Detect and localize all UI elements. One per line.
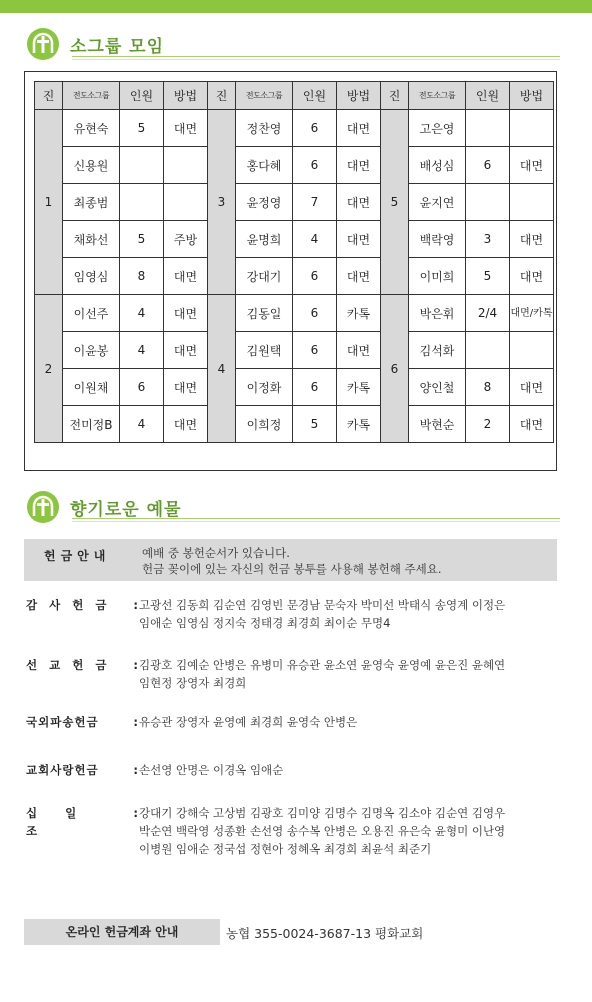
- member-name: 전미정B: [63, 406, 120, 443]
- member-count: [120, 184, 164, 221]
- group-number: 6: [381, 295, 409, 443]
- meeting-method: 대면: [510, 369, 554, 406]
- section-divider: [72, 56, 560, 57]
- header-cell: 방법: [337, 82, 381, 110]
- member-count: 7: [293, 184, 337, 221]
- meeting-method: 대면/카톡: [510, 295, 554, 332]
- member-count: 6: [293, 147, 337, 184]
- meeting-method: 대면: [164, 369, 208, 406]
- offering-label: [26, 713, 138, 731]
- meeting-method: 대면: [510, 221, 554, 258]
- offering-label-text: 선교헌금: [26, 658, 119, 672]
- meeting-method: [510, 332, 554, 369]
- member-name: 윤정영: [236, 184, 293, 221]
- member-count: 6: [293, 369, 337, 406]
- group-number: 1: [35, 110, 63, 295]
- meeting-method: 대면: [164, 332, 208, 369]
- header-cell: 방법: [510, 82, 554, 110]
- meeting-method: 대면: [337, 221, 381, 258]
- meeting-method: [510, 184, 554, 221]
- notice-label: 헌금안내: [44, 549, 111, 563]
- group-number: 4: [208, 295, 236, 443]
- member-count: 6: [293, 295, 337, 332]
- colon: :: [133, 763, 138, 777]
- member-name: 김원택: [236, 332, 293, 369]
- member-name: 홍다혜: [236, 147, 293, 184]
- member-name: 김석화: [409, 332, 466, 369]
- member-count: 8: [466, 369, 510, 406]
- offering-names: [139, 656, 559, 692]
- notice-line: 예배 중 봉헌순서가 있습니다.: [142, 546, 290, 560]
- member-count: 4: [293, 221, 337, 258]
- member-name: 박은휘: [409, 295, 466, 332]
- offering-label: [26, 761, 138, 779]
- member-name: 백락영: [409, 221, 466, 258]
- member-name: 윤명희: [236, 221, 293, 258]
- offering-notice: [24, 539, 557, 581]
- member-name: 이정화: [236, 369, 293, 406]
- member-count: 4: [120, 295, 164, 332]
- meeting-method: 대면: [337, 110, 381, 147]
- offering-label-text: 십일조: [26, 806, 105, 838]
- member-name: 이선주: [63, 295, 120, 332]
- member-name: 고은영: [409, 110, 466, 147]
- notice-text: [142, 545, 442, 577]
- member-name: 최종범: [63, 184, 120, 221]
- member-count: 4: [120, 332, 164, 369]
- member-count: 6: [466, 147, 510, 184]
- meeting-method: 대면: [164, 406, 208, 443]
- meeting-method: 대면: [510, 147, 554, 184]
- member-name: 김동일: [236, 295, 293, 332]
- member-name: 이희정: [236, 406, 293, 443]
- meeting-method: 대면: [337, 147, 381, 184]
- table-row: [35, 110, 554, 147]
- small-group-table: [34, 81, 554, 443]
- meeting-method: 카톡: [337, 369, 381, 406]
- colon: :: [133, 658, 138, 672]
- meeting-method: 대면: [164, 295, 208, 332]
- table-row: [35, 332, 554, 369]
- group-number: 2: [35, 295, 63, 443]
- member-name: 이미희: [409, 258, 466, 295]
- table-row: [35, 369, 554, 406]
- meeting-method: 카톡: [337, 295, 381, 332]
- table-row: [35, 184, 554, 221]
- header-cell: 인원: [120, 82, 164, 110]
- member-count: 5: [293, 406, 337, 443]
- meeting-method: 대면: [510, 406, 554, 443]
- names-line: 손선영 안명은 이경옥 임애순: [139, 763, 284, 777]
- offering-names: [139, 713, 559, 731]
- meeting-method: 대면: [337, 332, 381, 369]
- section-divider-light: [72, 521, 560, 522]
- member-name: 유현숙: [63, 110, 120, 147]
- member-name: 이윤봉: [63, 332, 120, 369]
- member-count: 6: [293, 332, 337, 369]
- names-line: 고광선 김동희 김순연 김영빈 문경남 문숙자 박미선 박태식 송영계 이정은: [139, 598, 506, 612]
- member-count: 4: [120, 406, 164, 443]
- names-line: 김광호 김예순 안병은 유병미 유승관 윤소연 윤영숙 윤영예 윤은진 윤혜연: [139, 658, 506, 672]
- member-count: [120, 147, 164, 184]
- member-name: 임영심: [63, 258, 120, 295]
- section-divider-light: [72, 59, 560, 60]
- group-number: 5: [381, 110, 409, 295]
- offering-label-text: 교회사랑헌금: [26, 763, 99, 777]
- meeting-method: 대면: [164, 258, 208, 295]
- meeting-method: 카톡: [337, 406, 381, 443]
- offering-label-text: 국외파송헌금: [26, 715, 99, 729]
- member-name: 신용원: [63, 147, 120, 184]
- offering-label-text: 감사헌금: [26, 598, 119, 612]
- meeting-method: 대면: [337, 258, 381, 295]
- offering-names: [139, 761, 559, 779]
- header-cell: 진: [381, 82, 409, 110]
- table-header-row: [35, 82, 554, 110]
- offering-names: [139, 804, 559, 858]
- names-line: 강대기 강해숙 고상범 김광호 김미양 김명수 김명옥 김소야 김순연 김영우: [139, 806, 506, 820]
- member-name: 강대기: [236, 258, 293, 295]
- member-name: 채화선: [63, 221, 120, 258]
- member-name: 양인철: [409, 369, 466, 406]
- small-group-table-frame: [24, 71, 557, 471]
- section-title: 향기로운 예물: [70, 499, 182, 520]
- colon: :: [133, 715, 138, 729]
- cross-icon: [26, 27, 60, 61]
- offering-label: [26, 596, 138, 614]
- meeting-method: [164, 184, 208, 221]
- meeting-method: [164, 147, 208, 184]
- member-count: 6: [293, 110, 337, 147]
- member-name: 배성심: [409, 147, 466, 184]
- member-count: 2/4: [466, 295, 510, 332]
- header-cell: 전도소그룹: [236, 82, 293, 110]
- meeting-method: 주방: [164, 221, 208, 258]
- colon: :: [133, 598, 138, 612]
- meeting-method: [510, 110, 554, 147]
- section-title: 소그룹 모임: [70, 36, 165, 57]
- table-row: [35, 221, 554, 258]
- header-cell: 인원: [466, 82, 510, 110]
- header-cell: 진: [35, 82, 63, 110]
- member-count: 3: [466, 221, 510, 258]
- table-row: [35, 295, 554, 332]
- header-cell: 방법: [164, 82, 208, 110]
- offering-label: [26, 804, 138, 840]
- header-cell: 진: [208, 82, 236, 110]
- member-name: 정찬영: [236, 110, 293, 147]
- member-name: 이원채: [63, 369, 120, 406]
- top-accent-bar: [0, 0, 592, 13]
- section-header-offerings: [26, 489, 181, 525]
- table-row: [35, 258, 554, 295]
- member-count: [466, 184, 510, 221]
- names-line: 박순연 백락영 성종환 손선영 송수복 안병은 오용진 유은숙 윤형미 이난영: [139, 824, 506, 838]
- names-line: 유승관 장영자 윤영예 최경희 윤영숙 안병은: [139, 715, 358, 729]
- meeting-method: 대면: [510, 258, 554, 295]
- bank-account-text: 농협 355-0024-3687-13 평화교회: [226, 926, 424, 941]
- offering-label: [26, 656, 138, 674]
- member-count: 8: [120, 258, 164, 295]
- member-count: 5: [120, 221, 164, 258]
- notice-line: 헌금 꽂이에 있는 자신의 헌금 봉투를 사용해 봉헌해 주세요.: [142, 562, 442, 576]
- member-count: [466, 110, 510, 147]
- bank-account-label: 온라인 헌금계좌 안내: [24, 919, 220, 945]
- member-count: 6: [293, 258, 337, 295]
- member-count: 2: [466, 406, 510, 443]
- member-count: 5: [466, 258, 510, 295]
- header-cell: 전도소그룹: [409, 82, 466, 110]
- table-row: [35, 406, 554, 443]
- member-name: 윤지연: [409, 184, 466, 221]
- section-divider: [72, 518, 560, 519]
- names-line: 임현정 장영자 최경희: [139, 676, 247, 690]
- names-line: 임애순 임영심 정지숙 정태경 최경희 최이순 무명4: [139, 616, 391, 630]
- cross-icon: [26, 490, 60, 524]
- meeting-method: 대면: [337, 184, 381, 221]
- member-count: 5: [120, 110, 164, 147]
- meeting-method: 대면: [164, 110, 208, 147]
- colon: :: [133, 806, 138, 820]
- member-name: 박현순: [409, 406, 466, 443]
- member-count: [466, 332, 510, 369]
- names-line: 이병원 임애순 정국섭 정현아 정혜옥 최경희 최윤석 최준기: [139, 842, 432, 856]
- group-number: 3: [208, 110, 236, 295]
- member-count: 6: [120, 369, 164, 406]
- table-row: [35, 147, 554, 184]
- header-cell: 인원: [293, 82, 337, 110]
- header-cell: 전도소그룹: [63, 82, 120, 110]
- offering-names: [139, 596, 559, 632]
